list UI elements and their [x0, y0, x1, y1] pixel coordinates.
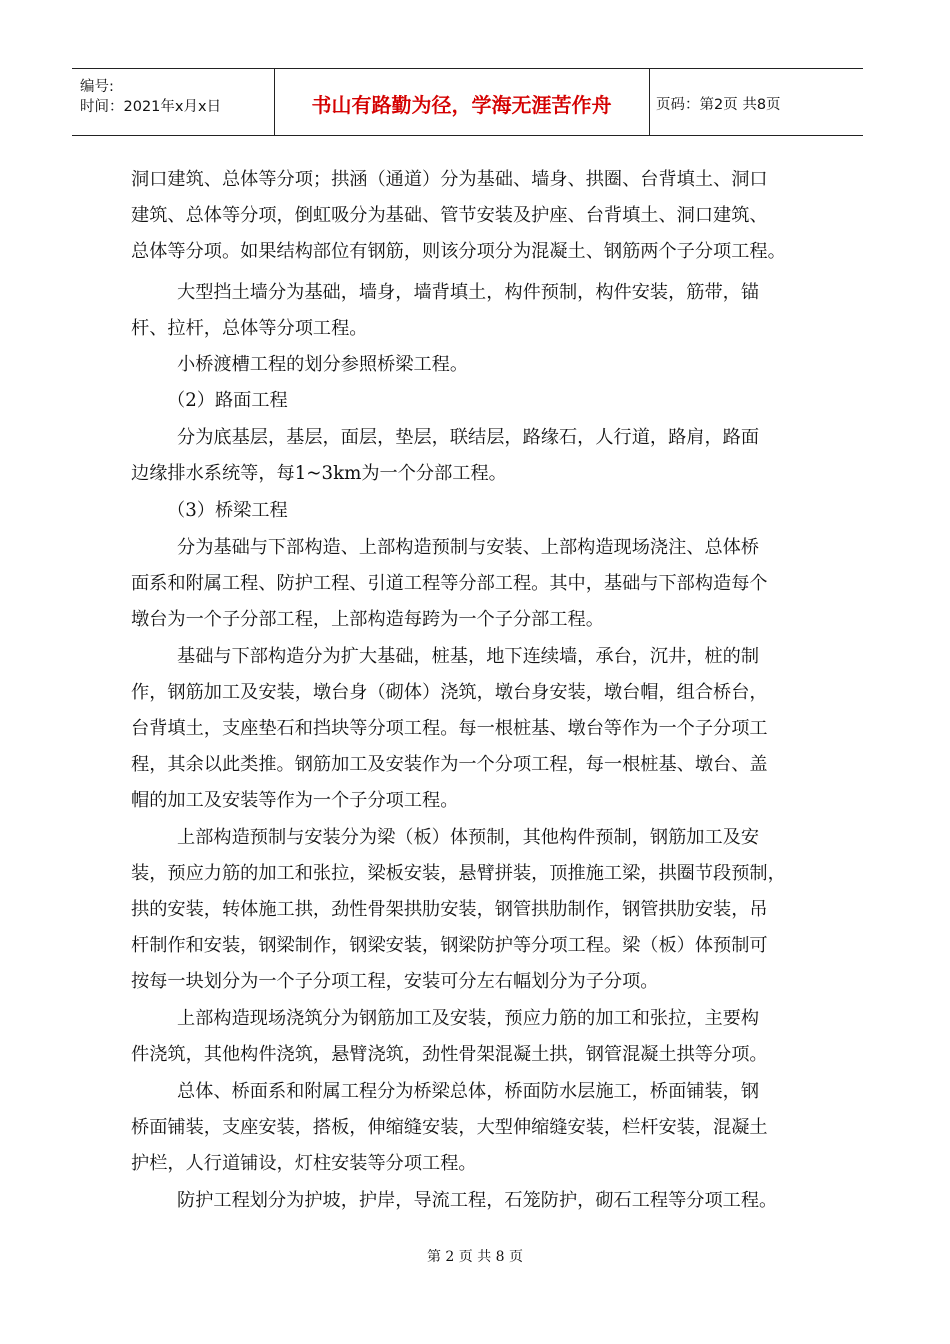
section-heading: （2）路面工程 [167, 390, 288, 411]
body-line: 件浇筑，其他构件浇筑，悬臂浇筑，劲性骨架混凝土拱，钢管混凝土拱等分项。 [131, 1044, 768, 1065]
body-line: 杆、拉杆，总体等分项工程。 [131, 318, 368, 339]
body-line: 小桥渡槽工程的划分参照桥梁工程。 [177, 354, 469, 375]
body-line: 洞口建筑、总体等分项；拱涵（通道）分为基础、墙身、拱圈、台背填土、洞口 [131, 169, 768, 190]
body-line: 面系和附属工程、防护工程、引道工程等分部工程。其中，基础与下部构造每个 [131, 573, 768, 594]
body-line: 大型挡土墙分为基础，墙身，墙背填土，构件预制，构件安装，筋带，锚 [177, 282, 760, 303]
header-motto: 书山有路勤为径，学海无涯苦作舟 [311, 93, 612, 117]
body-line: 上部构造现场浇筑分为钢筋加工及安装，预应力筋的加工和张拉，主要构 [177, 1008, 760, 1029]
header-page-cell [649, 69, 863, 135]
body-line: 护栏，人行道铺设，灯柱安装等分项工程。 [131, 1153, 477, 1174]
body-line: 基础与下部构造分为扩大基础，桩基，地下连续墙，承台，沉井，桩的制 [177, 646, 760, 667]
body-line: 拱的安装，转体施工拱，劲性骨架拱肋安装，钢管拱肋制作，钢管拱肋安装，吊 [131, 899, 768, 920]
body-line: 墩台为一个子分部工程，上部构造每跨为一个子分部工程。 [131, 609, 604, 630]
body-line: 边缘排水系统等，每1~3km为一个分部工程。 [131, 463, 507, 484]
body-line: 程，其余以此类推。钢筋加工及安装作为一个分项工程，每一根桩基、墩台、盖 [131, 754, 768, 775]
body-line: 按每一块划分为一个子分项工程，安装可分左右幅划分为子分项。 [131, 971, 659, 992]
body-line: 帽的加工及安装等作为一个子分项工程。 [131, 790, 459, 811]
body-line: 建筑、总体等分项，倒虹吸分为基础、管节安装及护座、台背填土、洞口建筑、 [131, 205, 768, 226]
document-time-label: 时间：2021年x月x日 [80, 99, 222, 115]
body-line: 上部构造预制与安装分为梁（板）体预制，其他构件预制，钢筋加工及安 [177, 827, 760, 848]
body-line: 桥面铺装，支座安装，搭板，伸缩缝安装，大型伸缩缝安装，栏杆安装，混凝土 [131, 1117, 768, 1138]
header-meta-cell [72, 69, 275, 135]
section-heading: （3）桥梁工程 [167, 500, 288, 521]
body-line: 总体等分项。如果结构部位有钢筋，则该分项分为混凝土、钢筋两个子分项工程。 [131, 241, 786, 262]
body-line: 杆制作和安装，钢梁制作，钢梁安装，钢梁防护等分项工程。梁（板）体预制可 [131, 935, 768, 956]
body-line: 装，预应力筋的加工和张拉，梁板安装，悬臂拼装，顶推施工梁，拱圈节段预制， [131, 863, 786, 884]
body-line: 台背填土，支座垫石和挡块等分项工程。每一根桩基、墩台等作为一个子分项工 [131, 718, 768, 739]
page-header [72, 68, 863, 136]
body-line: 分为底基层，基层，面层，垫层，联结层，路缘石，人行道，路肩，路面 [177, 427, 760, 448]
body-line: 防护工程划分为护坡，护岸，导流工程，石笼防护，砌石工程等分项工程。 [177, 1190, 778, 1211]
header-motto-cell [274, 69, 650, 135]
page-footer: 第 2 页 共 8 页 [426, 1249, 524, 1265]
document-number-label: 编号: [80, 79, 114, 95]
header-page-code: 页码：第2页 共8页 [656, 97, 781, 113]
body-line: 作，钢筋加工及安装，墩台身（砌体）浇筑，墩台身安装，墩台帽，组合桥台， [131, 682, 768, 703]
body-line: 分为基础与下部构造、上部构造预制与安装、上部构造现场浇注、总体桥 [177, 537, 760, 558]
body-line: 总体、桥面系和附属工程分为桥梁总体，桥面防水层施工，桥面铺装，钢 [177, 1081, 760, 1102]
